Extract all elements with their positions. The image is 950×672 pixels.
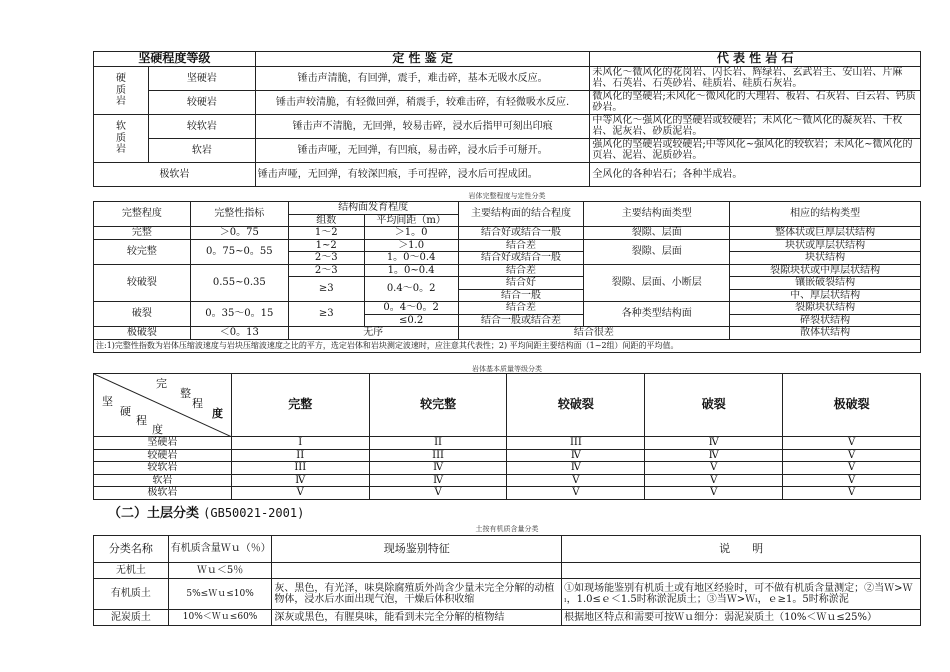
cell: ＞1。0 — [364, 227, 458, 240]
grade: Ⅳ — [507, 462, 645, 475]
row-rocks: 中等风化～强风化的坚硬岩或较硬岩；未风化～微风化的凝灰岩、千枚岩、泥灰岩、砂质泥岩。 — [590, 114, 921, 138]
h-struct: 结构面发育程度 — [288, 202, 458, 215]
grade: II — [369, 437, 507, 450]
cell: 较完整 — [94, 239, 191, 264]
rock-integrity-table — [93, 201, 921, 353]
table-row — [94, 474, 921, 487]
cell: 结合好或结合一般 — [458, 227, 584, 240]
h-structure: 相应的结构类型 — [730, 202, 921, 227]
row-qual: 锤击声哑，无回弹，有凹痕，易击碎，浸水后手可掰开。 — [255, 138, 590, 162]
cell: 1。0~0.4 — [364, 264, 458, 277]
row-name: 无机土 — [94, 563, 169, 579]
rock-hardness-table — [93, 51, 921, 187]
row-name: 极软岩 — [94, 487, 232, 500]
row-name: 软岩 — [94, 474, 232, 487]
diagonal-header — [94, 374, 232, 437]
cell: 碎裂状结构 — [730, 314, 921, 327]
diag-char: 硬 — [120, 405, 131, 418]
cell: 较破裂 — [94, 264, 191, 302]
grade: V — [231, 487, 369, 500]
cell: 整体状或巨厚层状结构 — [730, 227, 921, 240]
cell: 块状或厚层状结构 — [730, 239, 921, 252]
grade: Ⅳ — [231, 474, 369, 487]
h-spacing: 平均间距（m） — [364, 214, 458, 227]
row-name: 有机质土 — [94, 579, 169, 610]
table-row — [94, 462, 921, 475]
h-combine: 主要结构面的结合程度 — [458, 202, 584, 227]
caption-integrity: 岩体完整程度与定性分类 — [468, 192, 546, 200]
grade: V — [783, 474, 921, 487]
cell: ＞1.0 — [364, 239, 458, 252]
cell: 裂隙、层面、小断层 — [584, 264, 730, 302]
cell: 2～3 — [288, 264, 364, 277]
group-hard: 硬质岩 — [94, 66, 149, 114]
row-name: 坚硬岩 — [148, 66, 255, 90]
section-heading — [108, 502, 304, 521]
row-note: ①如现场能鉴别有机质土或有地区经验时，可不做有机质含量测定；②当Ｗ>Ｗₗ，1.0≤ｅ＜1.5时称淤泥质土；③当Ｗ>Ｗₗ，ｅ≥1。5时称淤泥 — [562, 579, 921, 610]
cell: 0。75~0。55 — [190, 239, 288, 264]
group-soft: 软质岩 — [94, 114, 149, 162]
grade: V — [507, 487, 645, 500]
cell: 块状结构 — [730, 252, 921, 265]
h-content: 有机质含量Ｗｕ（％） — [168, 536, 272, 563]
cell: 结合好或结合一般 — [458, 252, 584, 265]
cell: 极破裂 — [94, 327, 191, 340]
grade: Ⅳ — [645, 449, 783, 462]
row-rocks: 全风化的各种岩石；各种半成岩。 — [590, 162, 921, 186]
grade: III — [369, 449, 507, 462]
h-note: 说 明 — [562, 536, 921, 563]
row-feature: 灰、黑色，有光泽，味臭除腐殖质外尚含少量未完全分解的动植物体，浸水后水面出现气泡，干燥后体积收缩 — [272, 579, 562, 610]
cell: ≥3 — [288, 302, 364, 327]
cell: 裂隙、层面 — [584, 227, 730, 240]
h-index: 完整性指标 — [190, 202, 288, 227]
caption-quality: 岩体基本质量等级分类 — [472, 365, 542, 373]
row-feature — [272, 563, 562, 579]
grade: V — [783, 462, 921, 475]
cell: 结合差 — [458, 264, 584, 277]
row-rocks: 未风化～微风化的花岗岩、闪长岩、辉绿岩、玄武岩主、安山岩、片麻岩、石英岩、石英砂岩、硅质岩、硅质石灰岩。 — [590, 66, 921, 90]
cell: 结合很差 — [458, 327, 730, 340]
grade: V — [369, 487, 507, 500]
caption-organic: 土按有机质含量分类 — [475, 525, 539, 533]
cell: ＞0。75 — [190, 227, 288, 240]
row-name: 较软岩 — [94, 462, 232, 475]
table-row — [94, 437, 921, 450]
grade: V — [645, 462, 783, 475]
grade: III — [231, 462, 369, 475]
diag-char: 整 — [180, 387, 191, 400]
col-header: 较破裂 — [507, 374, 645, 437]
cell: 无序 — [288, 327, 458, 340]
row-qual: 锤击声较清脆，有轻微回弹，稍震手，较难击碎，有轻微吸水反应. — [255, 90, 590, 114]
row-name: 较软岩 — [148, 114, 255, 138]
table-row — [94, 449, 921, 462]
row-content: Ｗｕ＜5％ — [168, 563, 272, 579]
col-header: 极破裂 — [783, 374, 921, 437]
col-header: 完整 — [231, 374, 369, 437]
cell: 0.4～0。2 — [364, 277, 458, 302]
grade: Ⅳ — [369, 474, 507, 487]
grade: II — [231, 449, 369, 462]
col-header: 较完整 — [369, 374, 507, 437]
grade: Ⅳ — [507, 449, 645, 462]
cell: 裂隙块状结构 — [730, 302, 921, 315]
cell: 完整 — [94, 227, 191, 240]
cell: 结合差 — [458, 302, 584, 315]
cell: 镶嵌破裂结构 — [730, 277, 921, 290]
row-name: 极软岩 — [94, 162, 256, 186]
cell: ≤0.2 — [364, 314, 458, 327]
row-content: 5%≤Ｗｕ≤10% — [168, 579, 272, 610]
cell: ＜0。13 — [190, 327, 288, 340]
grade: V — [645, 487, 783, 500]
grade: Ⅳ — [645, 437, 783, 450]
header-rocks: 代 表 性 岩 石 — [590, 52, 921, 67]
col-header: 破裂 — [645, 374, 783, 437]
table-row — [94, 579, 921, 610]
row-name: 较硬岩 — [148, 90, 255, 114]
cell: 1~2 — [288, 239, 364, 252]
cell: 裂隙块状或中厚层状结构 — [730, 264, 921, 277]
row-content: 10%＜Ｗｕ≤60% — [168, 610, 272, 626]
cell: 结合差 — [458, 239, 584, 252]
table-note: 注:1)完整性指数为岩体压缩波速度与岩块压缩波速度之比的平方，选定岩体和岩块测定波速时，应注意其代表性；2) 平均间距主要结构面（1~2组）间距的平均值。 — [94, 339, 921, 352]
row-note — [562, 563, 921, 579]
row-rocks: 强风化的坚硬岩或较硬岩;中等风化~强风化的较软岩；未风化~微风化的页岩、泥岩、泥质砂岩。 — [590, 138, 921, 162]
cell: 结合一般 — [458, 289, 584, 302]
h-feature: 现场鉴别特征 — [272, 536, 562, 563]
cell: ≥3 — [288, 277, 364, 302]
table-row — [94, 487, 921, 500]
cell: 结合一般或结合差 — [458, 314, 584, 327]
cell: 破裂 — [94, 302, 191, 327]
row-name: 坚硬岩 — [94, 437, 232, 450]
header-hardness: 坚硬程度等级 — [94, 52, 256, 67]
diag-char: 度 — [212, 407, 223, 420]
row-rocks: 微风化的坚硬岩;未风化～微风化的大理岩、板岩、石灰岩、白云岩、钙质砂岩。 — [590, 90, 921, 114]
row-feature: 深灰或黑色，有腥臭味，能看到未完全分解的植物结 — [272, 610, 562, 626]
cell: 0.55~0.35 — [190, 264, 288, 302]
cell: 2～3 — [288, 252, 364, 265]
h-types: 主要结构面类型 — [584, 202, 730, 227]
cell: 散体状结构 — [730, 327, 921, 340]
cell: 0。4～0。2 — [364, 302, 458, 315]
grade: I — [231, 437, 369, 450]
cell: 1～2 — [288, 227, 364, 240]
diag-char: 坚 — [102, 395, 113, 408]
row-name: 泥炭质土 — [94, 610, 169, 626]
diag-char: 完 — [156, 377, 167, 390]
rock-quality-grade-table — [93, 373, 921, 500]
grade: V — [783, 449, 921, 462]
grade: V — [783, 437, 921, 450]
row-name: 软岩 — [148, 138, 255, 162]
header-qualitative: 定 性 鉴 定 — [255, 52, 590, 67]
row-qual: 锤击声清脆，有回弹，震手，难击碎，基本无吸水反应。 — [255, 66, 590, 90]
grade: V — [783, 487, 921, 500]
cell: 中、厚层状结构 — [730, 289, 921, 302]
h-groups: 组数 — [288, 214, 364, 227]
table-row — [94, 563, 921, 579]
row-qual: 锤击声不清脆，无回弹，较易击碎，浸水后指甲可刻出印痕 — [255, 114, 590, 138]
cell: 裂隙、层面 — [584, 239, 730, 264]
soil-organic-table — [93, 535, 921, 626]
section-standard: (GB50021-2001) — [203, 506, 305, 520]
diag-char: 度 — [152, 423, 163, 436]
grade: V — [645, 474, 783, 487]
row-note: 根据地区特点和需要可按Ｗｕ细分：弱泥炭质土（10%＜Ｗｕ≤25%） — [562, 610, 921, 626]
table-row — [94, 610, 921, 626]
cell: 0。35～0。15 — [190, 302, 288, 327]
cell: 结合好 — [458, 277, 584, 290]
grade: III — [507, 437, 645, 450]
row-name: 较硬岩 — [94, 449, 232, 462]
section-title: （二）土层分类 — [108, 506, 200, 521]
diag-char: 程 — [192, 397, 203, 410]
diag-char: 程 — [136, 414, 147, 427]
h-degree: 完整程度 — [94, 202, 191, 227]
grade: V — [507, 474, 645, 487]
h-name: 分类名称 — [94, 536, 169, 563]
row-qual: 锤击声哑，无回弹，有较深凹痕，手可捏碎，浸水后可捏成团。 — [255, 162, 590, 186]
cell: 各种类型结构面 — [584, 302, 730, 327]
cell: 1。0～0.4 — [364, 252, 458, 265]
grade: Ⅳ — [369, 462, 507, 475]
